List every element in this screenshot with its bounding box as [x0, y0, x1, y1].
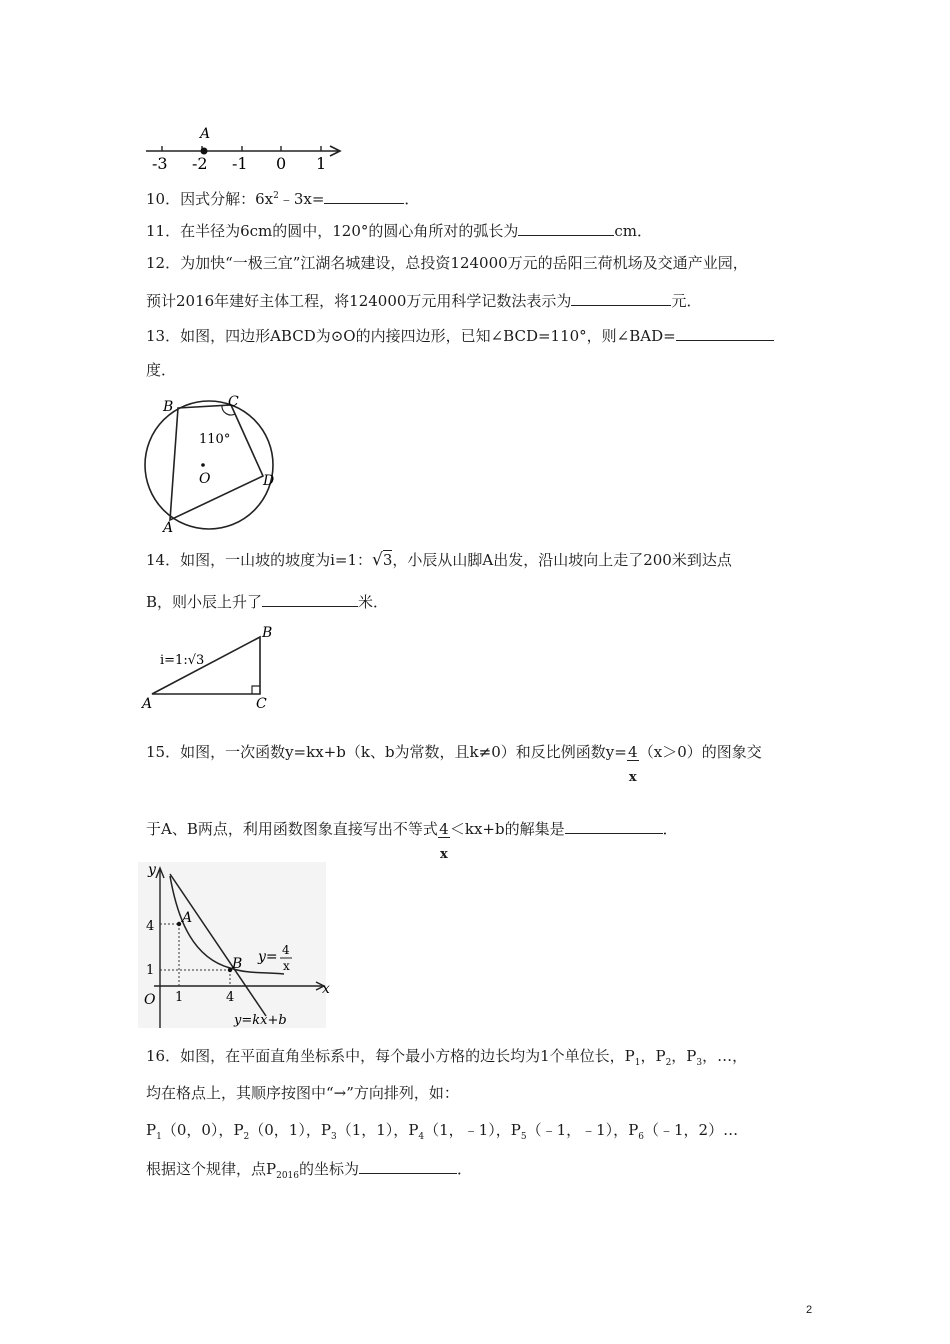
q10-end: ． — [404, 190, 420, 208]
question-15-line-1 — [146, 742, 762, 785]
point-p2: $P_2(0$，1） — [233, 1121, 306, 1142]
fraction-numerator: 4 — [439, 820, 449, 838]
question-12-line-2 — [146, 289, 701, 311]
page-number: 2 — [806, 1304, 813, 1316]
origin-label: O — [144, 992, 156, 1008]
answer-blank[interactable] — [262, 590, 358, 607]
q16-end: ，…， — [702, 1047, 748, 1065]
answer-blank[interactable] — [565, 817, 663, 834]
subscript: 1 — [634, 1058, 641, 1068]
q10-text-2: ﹣3x= — [278, 190, 325, 208]
q15-text-2: （x＞0）的图象交 — [638, 743, 762, 761]
curve-label-denominator: x — [283, 959, 290, 973]
sqrt-radicand: 3 — [382, 551, 393, 569]
fraction-4-over-x — [627, 743, 639, 785]
label-b: B — [262, 625, 273, 641]
tick-label: 1 — [316, 154, 327, 173]
q14-text-3: B，则小辰上升了 — [146, 593, 263, 611]
answer-blank[interactable] — [518, 219, 614, 236]
label-c: C — [228, 394, 239, 410]
slope-label: i=1:√3 — [160, 653, 205, 668]
tick-label: 0 — [276, 154, 287, 173]
answer-blank[interactable] — [571, 289, 671, 306]
slope-triangle-figure — [140, 624, 280, 712]
question-16-line-3: $P_1(0$，0），$P_2(0$，1），$P_3(1$，1），$P_4(1$，﹣1），$P_5(﹣1$，﹣1），$P_6(﹣1$，2）… — [146, 1121, 739, 1142]
number-line-figure — [140, 124, 350, 174]
y-tick-1: 1 — [146, 963, 155, 978]
y-axis-label: y — [148, 862, 156, 878]
point-a-label: A — [200, 126, 211, 142]
q11-text: 11．在半径为6cm的圆中，120°的圆心角所对的弧长为 — [146, 222, 519, 240]
label-d: D — [263, 473, 275, 489]
q10-exponent: 2 — [273, 191, 279, 201]
label-a: A — [182, 910, 193, 926]
question-16-line-1 — [146, 1046, 747, 1073]
fraction-4-over-x — [438, 820, 450, 862]
subscript: 2 — [665, 1058, 672, 1068]
q12-end: 元． — [671, 292, 702, 310]
question-15-line-2 — [146, 817, 678, 862]
q12-text: 预计2016年建好主体工程，将124000万元用科学记数法表示为 — [146, 292, 572, 310]
sqrt-symbol: √ — [372, 550, 383, 570]
q15-text: 15．如图，一次函数y=kx+b（k、b为常数，且k≠0）和反比例函数y= — [146, 743, 627, 761]
point-p3: $P_3(1$，1） — [320, 1121, 394, 1142]
q16-sep: ，P — [671, 1047, 697, 1065]
question-13-line-2: 度． — [146, 361, 177, 379]
point-p5: $P_5(﹣1$，﹣1） — [510, 1121, 614, 1142]
subscript: 2016 — [276, 1171, 299, 1181]
question-11 — [146, 219, 652, 241]
question-14-line-2 — [146, 590, 388, 612]
q14-text-2: ，小辰从山脚A出发，沿山坡向上走了200米到达点 — [392, 551, 732, 569]
answer-blank[interactable] — [676, 324, 774, 341]
x-axis-label: x — [322, 981, 330, 997]
q14-end: 米． — [358, 593, 389, 611]
question-14-line-1 — [146, 550, 732, 570]
question-13-line-1 — [146, 324, 774, 346]
question-10 — [146, 186, 419, 209]
curve-label: y= — [258, 949, 278, 965]
q10-text: 10．因式分解：6x — [146, 190, 274, 208]
question-16-line-4 — [146, 1157, 472, 1186]
fraction-denominator: x — [439, 847, 448, 862]
answer-blank[interactable] — [324, 187, 404, 204]
line-label: y=kx+b — [234, 1013, 287, 1028]
q16-end: ． — [457, 1160, 473, 1178]
label-b: B — [163, 399, 174, 415]
curve-label-numerator: 4 — [282, 943, 290, 957]
point-p6: $P_6(﹣1$，2）… — [628, 1121, 739, 1142]
q16-sep: ，P — [640, 1047, 666, 1065]
tick-label: -3 — [152, 154, 168, 173]
fraction-denominator: x — [628, 770, 637, 785]
circle-quadrilateral-figure — [138, 392, 284, 536]
answer-blank[interactable] — [359, 1157, 457, 1174]
label-a: A — [163, 520, 174, 536]
angle-label: 110° — [199, 432, 231, 447]
q16-text: 16．如图，在平面直角坐标系中，每个最小方格的边长均为1个单位长，P — [146, 1047, 635, 1065]
q15-text-3: 于A、B两点，利用函数图象直接写出不等式 — [146, 820, 438, 838]
question-12-line-1: 12．为加快“一极三宜”江湖名城建设，总投资124000万元的岳阳三荷机场及交通产业园， — [146, 254, 748, 272]
tick-label: -2 — [192, 154, 208, 173]
label-b: B — [232, 956, 243, 972]
q13-text: 13．如图，四边形ABCD为⊙O的内接四边形，已知∠BCD=110°，则∠BAD= — [146, 327, 676, 345]
y-tick-4: 4 — [146, 919, 155, 934]
tick-label: -1 — [232, 154, 248, 173]
q16-text-4: 根据这个规律，点P — [146, 1160, 277, 1178]
subscript: 3 — [696, 1058, 703, 1068]
label-c: C — [256, 696, 267, 712]
q16-text-5: 的坐标为 — [299, 1160, 360, 1178]
label-a: A — [142, 696, 153, 712]
q15-text-4: ＜kx+b的解集是 — [449, 820, 565, 838]
point-p4: $P_4(1$，﹣1） — [408, 1121, 496, 1142]
q14-text: 14．如图，一山坡的坡度为i=1： — [146, 551, 372, 569]
function-graph-figure — [138, 862, 338, 1032]
point-p1: $P_1(0$，0） — [146, 1121, 219, 1142]
q11-end: cm． — [614, 222, 653, 240]
fraction-numerator: 4 — [628, 743, 638, 761]
label-o: O — [199, 471, 211, 487]
q15-end: ． — [662, 820, 678, 838]
x-tick-4: 4 — [226, 990, 235, 1005]
x-tick-1: 1 — [175, 990, 184, 1005]
question-16-line-2: 均在格点上，其顺序按图中“→”方向排列，如： — [146, 1084, 459, 1102]
